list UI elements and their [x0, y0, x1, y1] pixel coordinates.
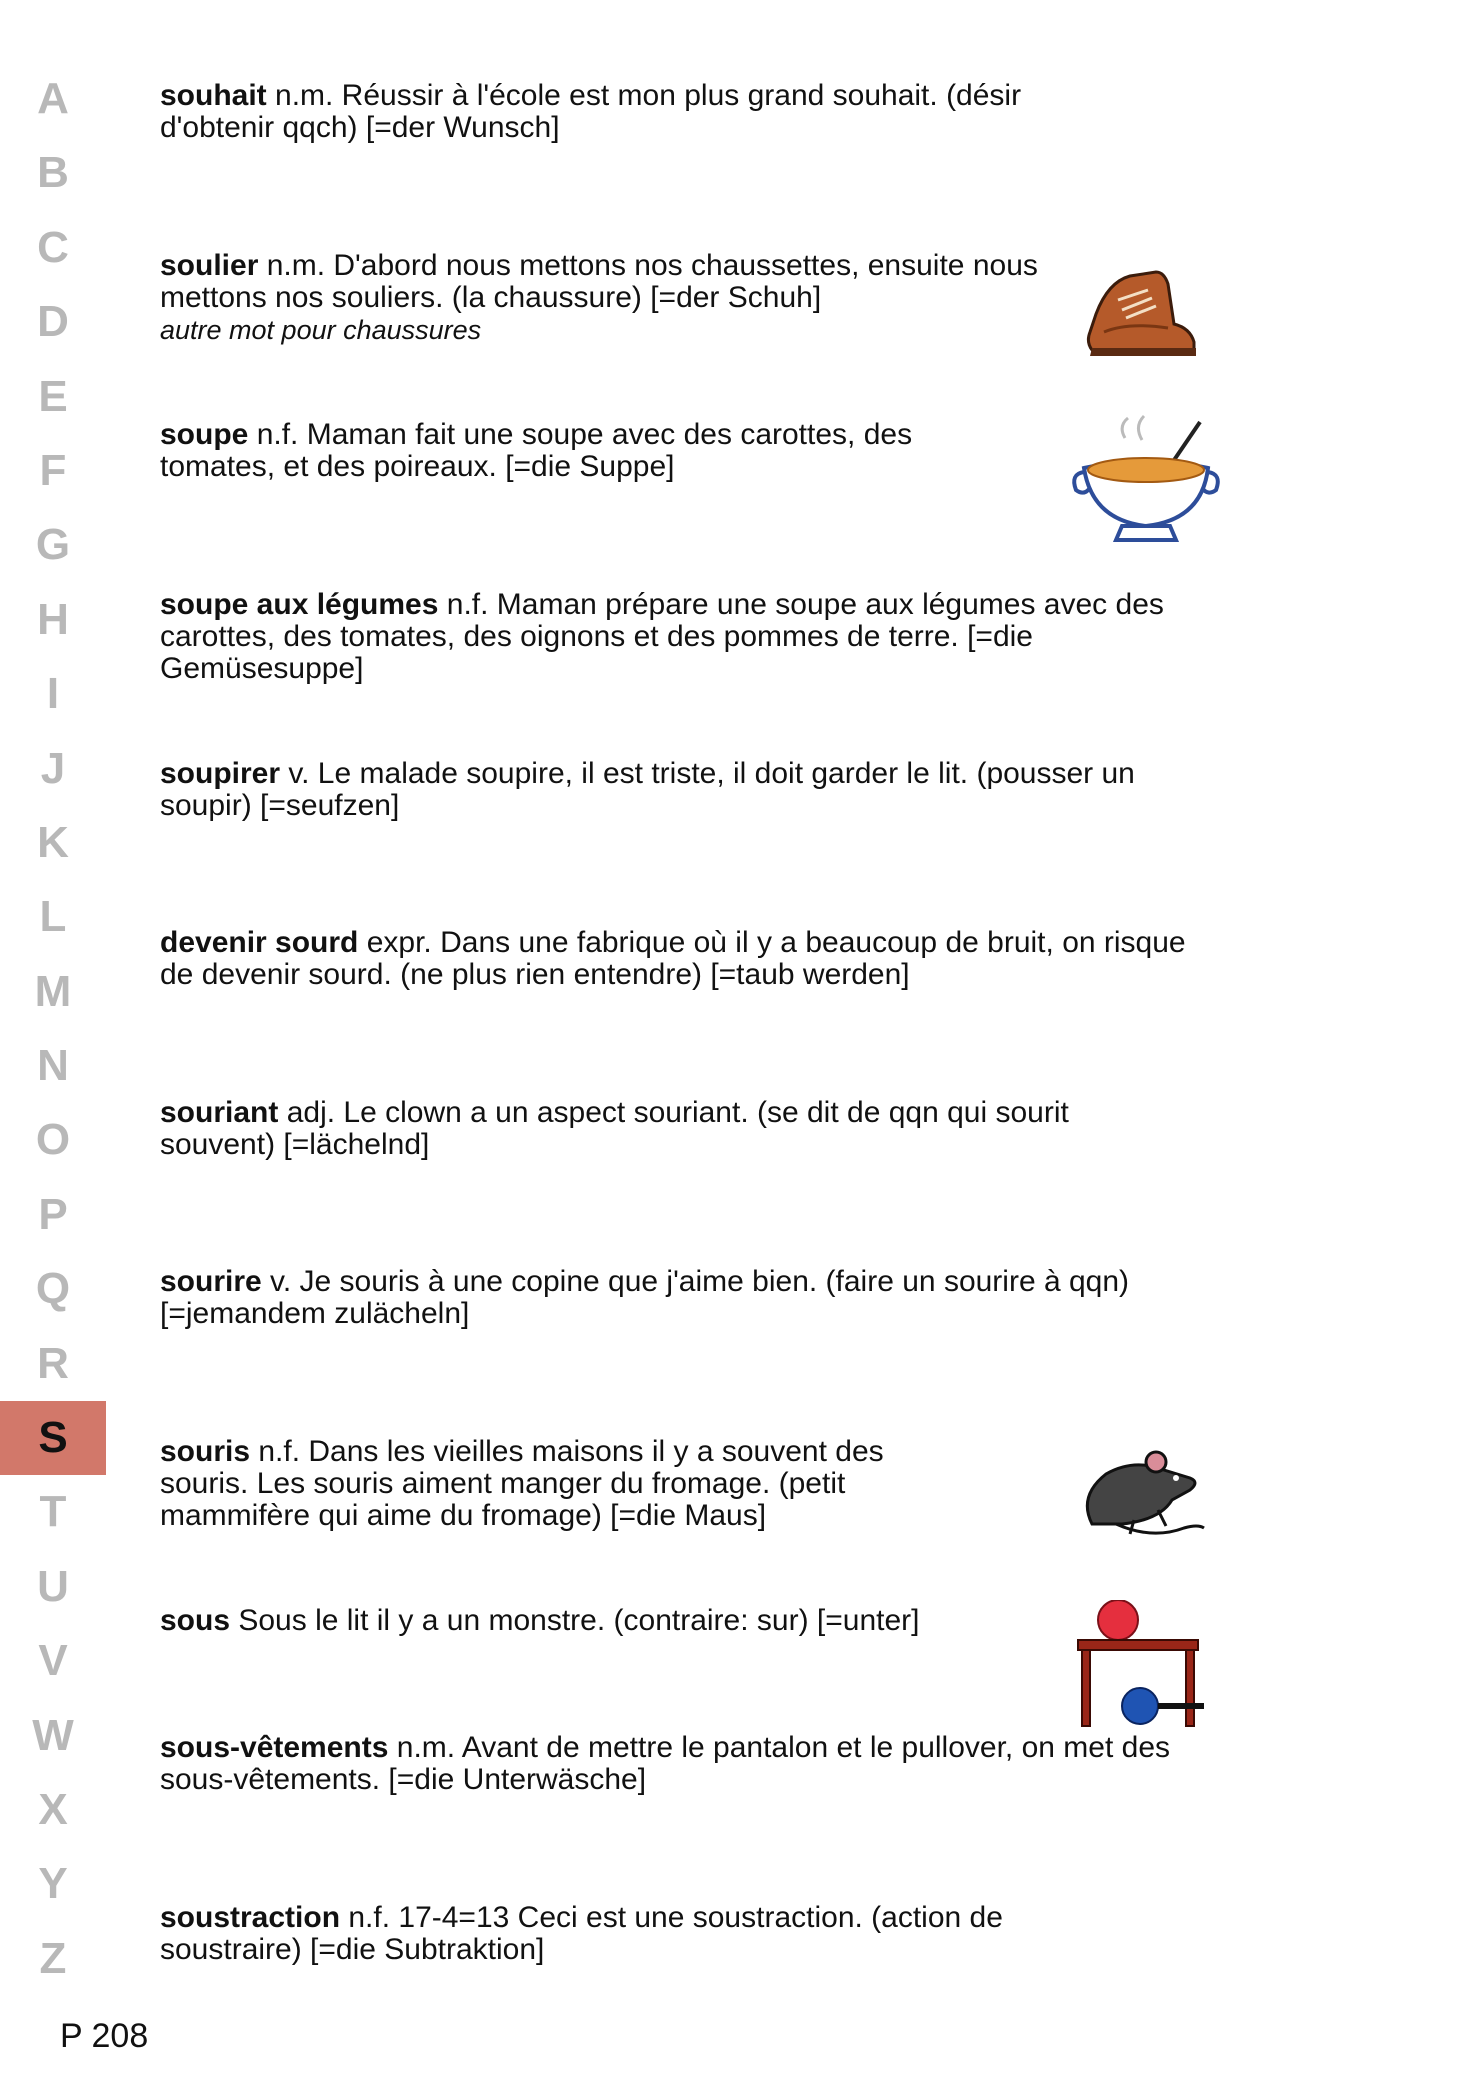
- alphabet-letter-i[interactable]: I: [46, 669, 60, 719]
- entry-souhait: [160, 80, 1100, 144]
- entry-note: autre mot pour chaussures: [160, 315, 482, 345]
- entry-sourire: [160, 1266, 1210, 1330]
- soup-tureen-icon: [1070, 410, 1220, 550]
- alphabet-index: [0, 62, 106, 1996]
- entry-definition: n.f. Maman prépare une soupe aux légumes avec des carottes, des tomates, des oignons et des pommes de terre. [=die Gemüsesuppe]: [160, 588, 1164, 685]
- entry-headword: souhait: [160, 79, 267, 112]
- alphabet-letter-y[interactable]: Y: [38, 1859, 68, 1909]
- entry-headword: soupirer: [160, 757, 281, 790]
- alphabet-letter-e[interactable]: E: [38, 371, 68, 421]
- entry-definition: expr. Dans une fabrique où il y a beaucoup de bruit, on risque de devenir sourd. (ne plus rien entendre) [=taub werden]: [160, 926, 1186, 991]
- alphabet-letter-j[interactable]: J: [40, 743, 66, 793]
- mouse-icon: [1072, 1440, 1212, 1540]
- entry-headword: soustraction: [160, 1901, 341, 1934]
- entry-definition: adj. Le clown a un aspect souriant. (se dit de qqn qui sourit souvent) [=lächelnd]: [160, 1096, 1069, 1161]
- table-balls-icon: [1072, 1600, 1212, 1730]
- entry-souriant: [160, 1097, 1160, 1161]
- entry-headword: souris: [160, 1435, 251, 1468]
- entry-soupirer: [160, 758, 1210, 822]
- page-number: P 208: [60, 2017, 149, 2055]
- alphabet-letter-u[interactable]: U: [37, 1561, 69, 1611]
- alphabet-letter-h[interactable]: H: [37, 594, 69, 644]
- alphabet-letter-g[interactable]: G: [35, 520, 71, 570]
- alphabet-letter-w[interactable]: W: [32, 1710, 74, 1760]
- alphabet-letter-k[interactable]: K: [37, 817, 69, 867]
- entry-headword: sous-vêtements: [160, 1731, 389, 1764]
- entry-sous: [160, 1605, 1060, 1637]
- entry-soupe: [160, 419, 1020, 483]
- entry-definition: v. Le malade soupire, il est triste, il doit garder le lit. (pousser un soupir) [=seufzen]: [160, 757, 1135, 822]
- shoe-icon: [1078, 262, 1208, 362]
- alphabet-letter-x[interactable]: X: [38, 1784, 68, 1834]
- alphabet-letter-l[interactable]: L: [39, 892, 67, 942]
- entry-headword: sourire: [160, 1265, 262, 1298]
- entry-definition: n.m. Avant de mettre le pantalon et le pullover, on met des sous-vêtements. [=die Unterwäsche]: [160, 1731, 1171, 1796]
- entry-definition: n.f. Maman fait une soupe avec des carottes, des tomates, et des poireaux. [=die Suppe]: [160, 418, 913, 483]
- alphabet-letter-v[interactable]: V: [38, 1636, 68, 1686]
- entry-headword: soupe: [160, 418, 249, 451]
- entry-definition: n.m. D'abord nous mettons nos chaussettes, ensuite nous mettons nos souliers. (la chaussure) [=der Schuh]: [160, 249, 1038, 314]
- entry-sous-vetements: [160, 1732, 1210, 1796]
- alphabet-letter-t[interactable]: T: [39, 1487, 67, 1537]
- alphabet-letter-o[interactable]: O: [35, 1115, 71, 1165]
- alphabet-letter-n[interactable]: N: [37, 1041, 69, 1091]
- alphabet-letter-s[interactable]: S: [0, 1401, 106, 1475]
- alphabet-letter-m[interactable]: M: [34, 966, 72, 1016]
- entry-soustraction: [160, 1902, 1120, 1966]
- entry-definition: n.f. Dans les vieilles maisons il y a souvent des souris. Les souris aiment manger du fromage. (petit mammifère qui aime du fromage) [=die Maus]: [160, 1435, 884, 1532]
- entry-definition: n.m. Réussir à l'école est mon plus grand souhait. (désir d'obtenir qqch) [=der Wunsch]: [160, 79, 1022, 144]
- alphabet-letter-c[interactable]: C: [37, 222, 69, 272]
- entry-headword: sous: [160, 1604, 231, 1637]
- entry-soulier: [160, 250, 1060, 346]
- entry-headword: soulier: [160, 249, 259, 282]
- alphabet-letter-r[interactable]: R: [37, 1338, 69, 1388]
- entry-souris: [160, 1436, 940, 1532]
- entry-headword: souriant: [160, 1096, 279, 1129]
- entry-definition: Sous le lit il y a un monstre. (contraire: sur) [=unter]: [230, 1604, 920, 1637]
- alphabet-letter-p[interactable]: P: [38, 1189, 68, 1239]
- entry-headword: devenir sourd: [160, 926, 359, 959]
- alphabet-letter-q[interactable]: Q: [35, 1264, 71, 1314]
- entry-definition: n.f. 17-4=13 Ceci est une soustraction. (action de soustraire) [=die Subtraktion]: [160, 1901, 1003, 1966]
- entry-headword: soupe aux légumes: [160, 588, 439, 621]
- entry-soupe-aux-legumes: [160, 589, 1210, 685]
- alphabet-letter-b[interactable]: B: [37, 148, 69, 198]
- alphabet-letter-d[interactable]: D: [37, 297, 69, 347]
- alphabet-letter-z[interactable]: Z: [39, 1933, 67, 1983]
- entry-devenir-sourd: [160, 927, 1210, 991]
- alphabet-letter-f[interactable]: F: [39, 445, 67, 495]
- alphabet-letter-a[interactable]: A: [37, 74, 69, 123]
- entry-definition: v. Je souris à une copine que j'aime bien. (faire un sourire à qqn) [=jemandem zulächeln]: [160, 1265, 1130, 1330]
